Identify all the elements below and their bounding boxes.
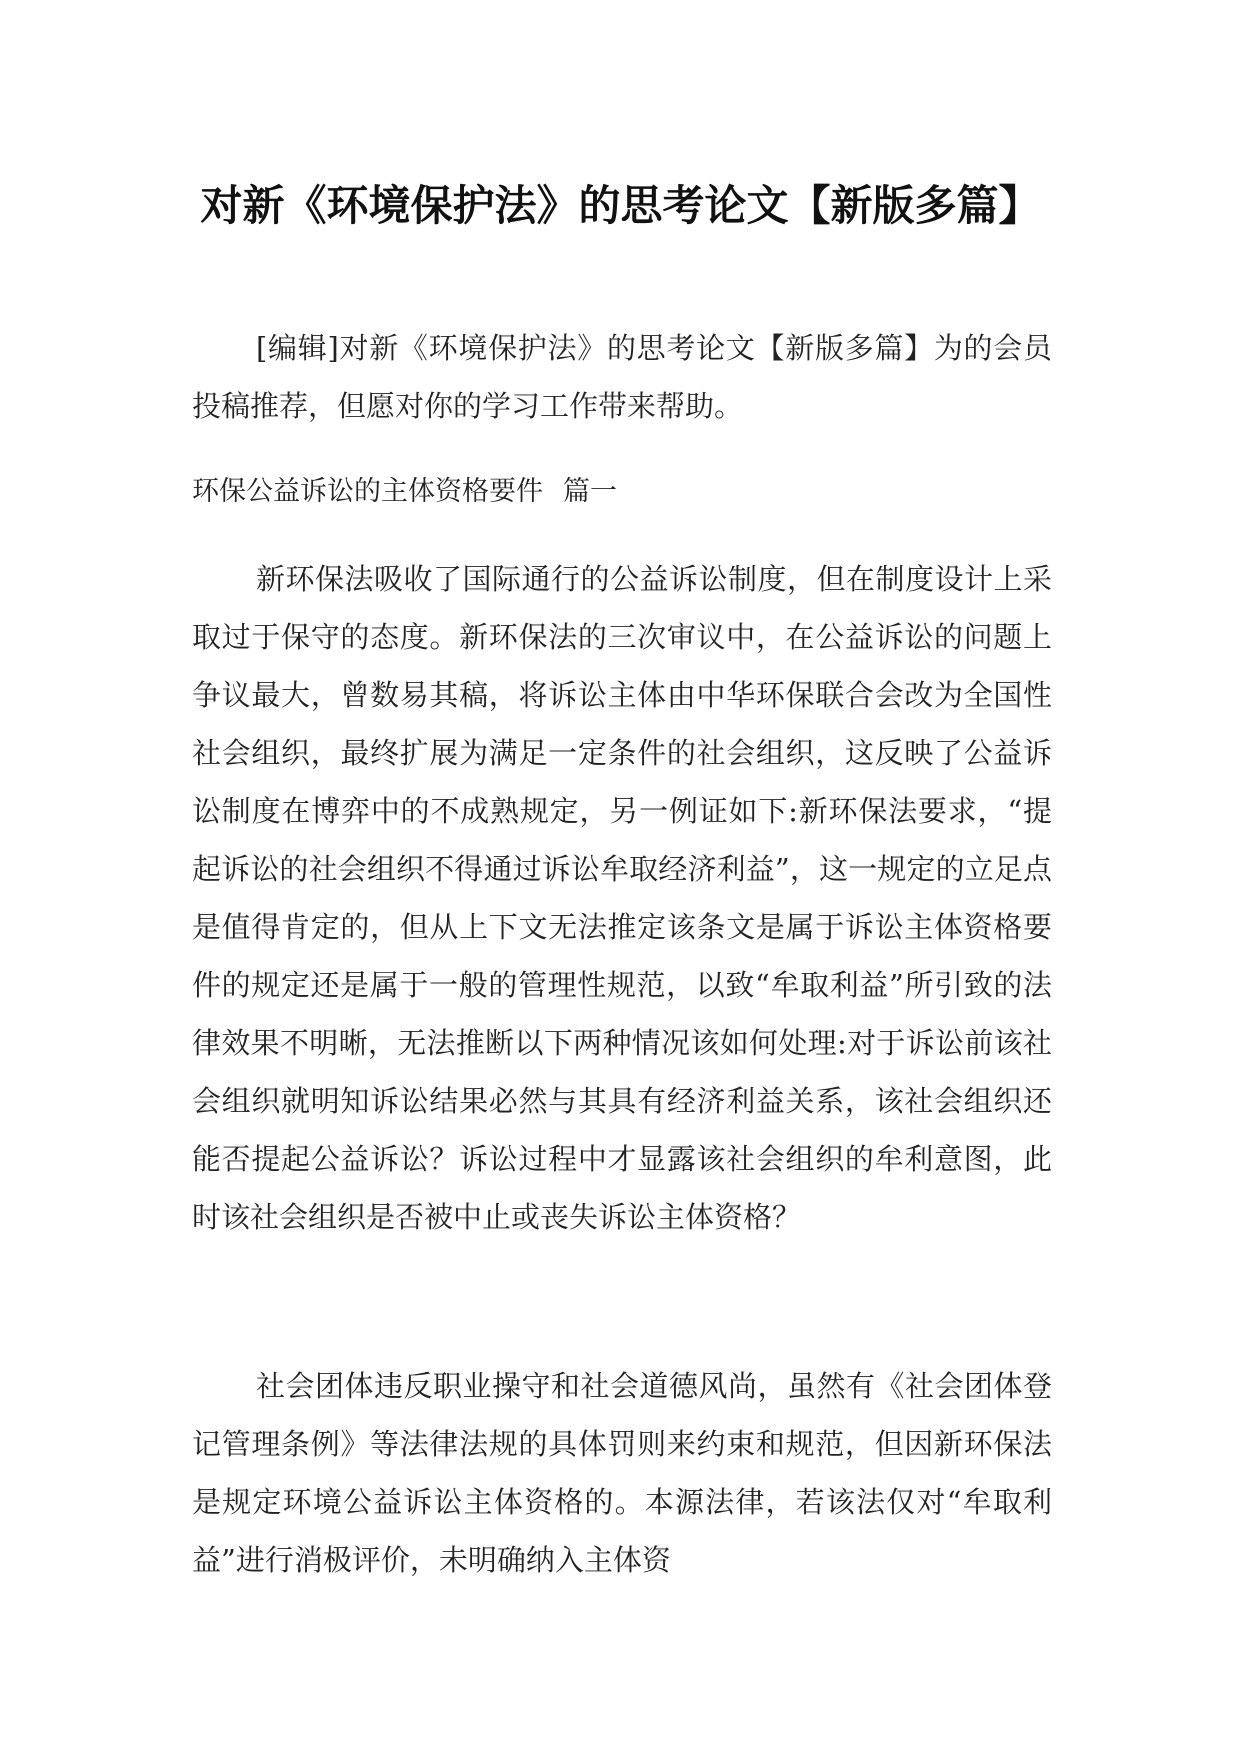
section-heading-text: 环保公益诉讼的主体资格要件 bbox=[192, 476, 543, 507]
intro-paragraph: [编辑]对新《环境保护法》的思考论文【新版多篇】为的会员投稿推荐，但愿对你的学习工作带来帮助。 bbox=[192, 331, 1052, 423]
body-paragraph: 新环保法吸收了国际通行的公益诉讼制度，但在制度设计上采取过于保守的态度。新环保法的三次审议中，在公益诉讼的问题上争议最大，曾数易其稿，将诉讼主体由中华环保联合会改为全国性社会组织，最终扩展为满足一定条件的社会组织，这反映了公益诉讼制度在博弈中的不成熟规定，另一例证如下:新环保法要求，“提起诉讼的社会组织不得通过诉讼牟取经济利益”，这一规定的立足点是值得肯定的，但从上下文无法推定该条文是属于诉讼主体资格要件的规定还是属于一般的管理性规范，以致“牟取利益”所引致的法律效果不明晰，无法推断以下两种情况该如何处理:对于诉讼前该社会组织就明知诉讼结果必然与其具有经济利益关系，该社会组织还能否提起公益诉讼？诉讼过程中才显露该社会组织的牟利意图，此时该社会组织是否被中止或丧失诉讼主体资格？ bbox=[192, 562, 1052, 1234]
body-paragraph: 社会团体违反职业操守和社会道德风尚，虽然有《社会团体登记管理条例》等法律法规的具体罚则来约束和规范，但因新环保法是规定环境公益诉讼主体资格的。本源法律，若该法仅对“牟取利益”进行消极评价，未明确纳入主体资 bbox=[192, 1369, 1052, 1577]
section-heading bbox=[192, 467, 1052, 517]
document-title: 对新《环境保护法》的思考论文【新版多篇】 bbox=[200, 181, 1041, 231]
section-heading-number: 篇一 bbox=[563, 476, 617, 507]
